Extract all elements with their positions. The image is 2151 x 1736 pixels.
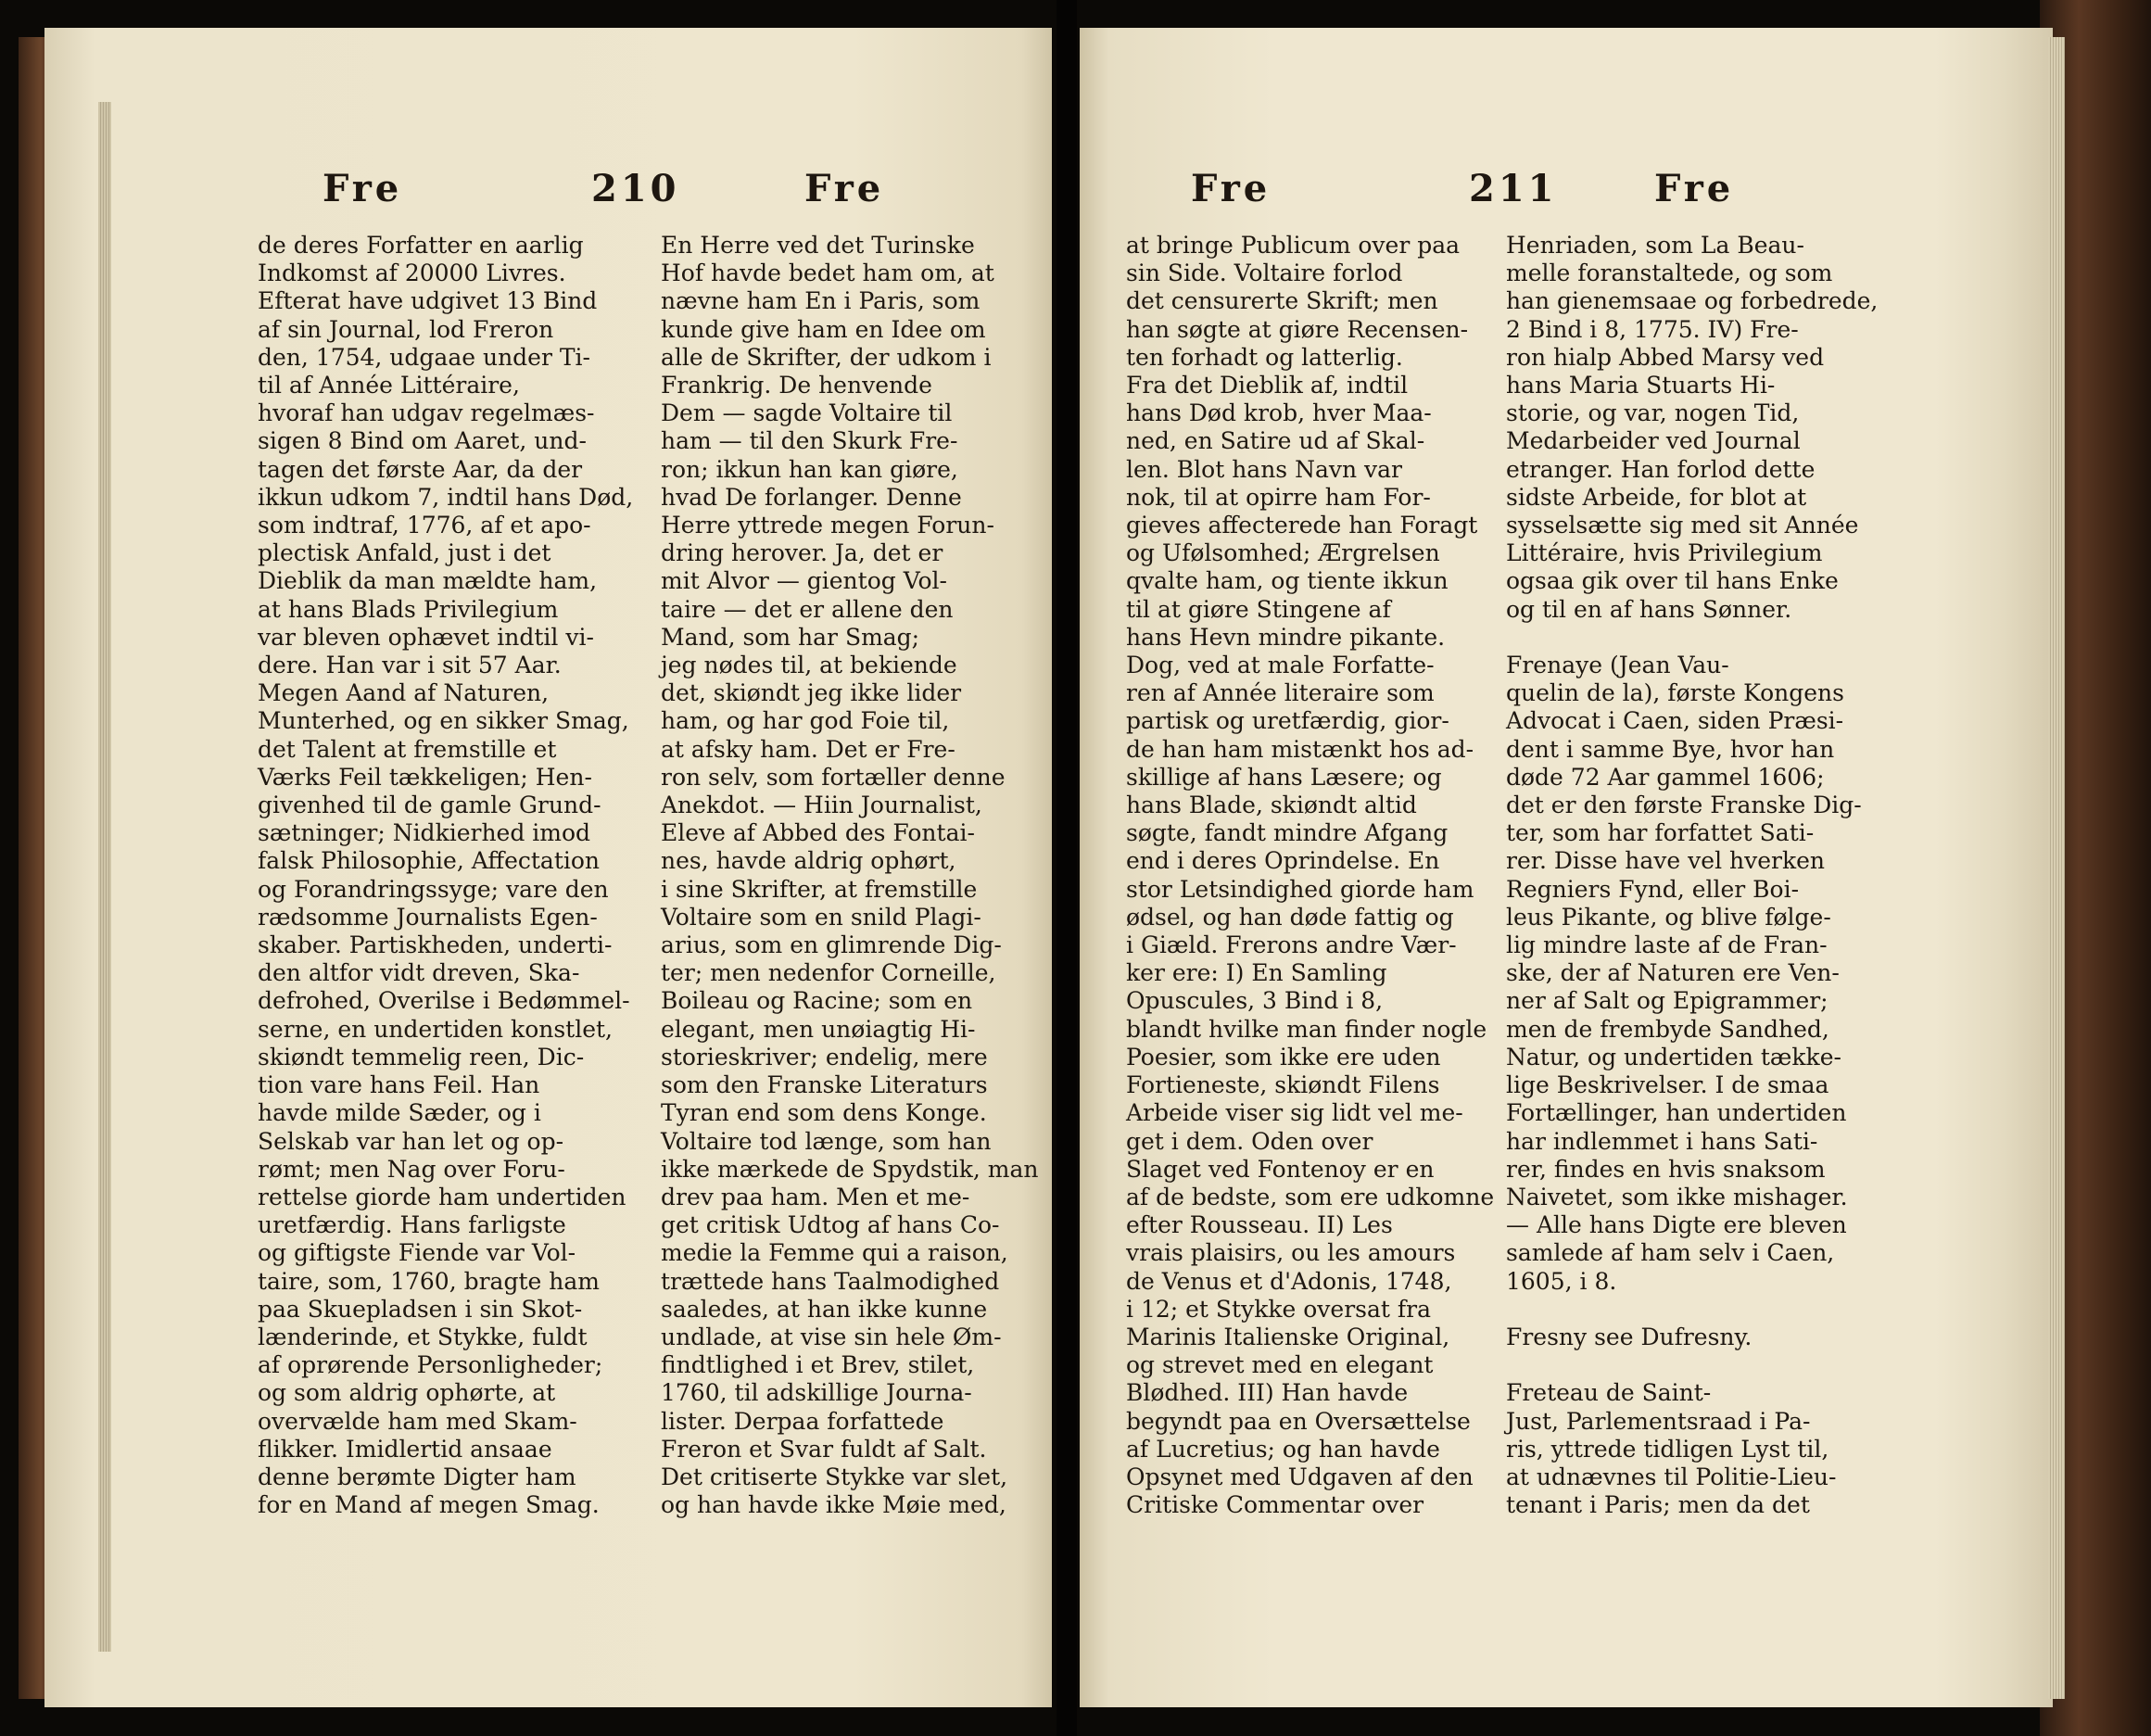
text-line: Efterat have udgivet 13 Bind [258, 287, 598, 315]
text-line: ikkun udkom 7, indtil hans Død, [258, 483, 634, 511]
text-line: taire, som, 1760, bragte ham [258, 1267, 600, 1295]
text-line: etranger. Han forlod dette [1506, 455, 1816, 483]
text-line: i Giæld. Frerons andre Vær- [1126, 931, 1457, 959]
text-line: Marinis Italienske Original, [1126, 1323, 1450, 1350]
page-number: 210 [591, 167, 680, 210]
text-line: til at giøre Stingene af [1126, 595, 1391, 623]
text-line: af de bedste, som ere udkomne [1126, 1183, 1495, 1210]
text-line: den altfor vidt dreven, Ska- [258, 959, 580, 987]
text-line: skiøndt temmelig reen, Dic- [258, 1043, 585, 1071]
text-line: dere. Han var i sit 57 Aar. [258, 652, 562, 679]
text-line: 1605, i 8. [1506, 1267, 1617, 1295]
book-gutter [1057, 0, 1077, 1736]
text-line: vrais plaisirs, ou les amours [1126, 1239, 1456, 1267]
text-line: og til en af hans Sønner. [1506, 595, 1792, 623]
text-line: mit Alvor — gientog Vol- [661, 567, 947, 595]
text-line: at udnævnes til Politie-Lieu- [1506, 1463, 1837, 1490]
text-line: Frankrig. De henvende [661, 372, 932, 399]
text-line: taire — det er allene den [661, 595, 954, 623]
text-line: sidste Arbeide, for blot at [1506, 483, 1807, 511]
text-line: leus Pikante, og blive følge- [1506, 903, 1831, 931]
text-line: ron hialp Abbed Marsy ved [1506, 343, 1825, 371]
text-line: de Venus et d'Adonis, 1748, [1126, 1267, 1452, 1295]
text-line: de han ham mistænkt hos ad- [1126, 735, 1474, 763]
text-line: ham, og har god Foie til, [661, 707, 950, 735]
header-catchword-left: Fre [323, 167, 403, 210]
text-line: ned, en Satire ud af Skal- [1126, 427, 1425, 455]
text-line: han søgte at giøre Recensen- [1126, 315, 1469, 343]
text-line: og giftigste Fiende var Vol- [258, 1239, 576, 1267]
text-line: flikker. Imidlertid ansaae [258, 1435, 552, 1463]
text-line: sætninger; Nidkierhed imod [258, 819, 591, 847]
text-line: nok, til at opirre ham For- [1126, 483, 1431, 511]
text-line: nes, havde aldrig ophørt, [661, 847, 956, 875]
text-line: rømt; men Nag over Foru- [258, 1155, 565, 1183]
text-line: Voltaire tod længe, som han [661, 1127, 992, 1155]
text-line: rer, findes en hvis snaksom [1506, 1155, 1826, 1183]
text-line: han gienemsaae og forbedrede, [1506, 287, 1879, 315]
text-line: Fortieneste, skiøndt Filens [1126, 1071, 1440, 1099]
text-line: Værks Feil tækkeligen; Hen- [258, 763, 592, 791]
text-line: hans Maria Stuarts Hi- [1506, 372, 1776, 399]
page-edges-left [98, 102, 111, 1652]
text-line: Regniers Fynd, eller Boi- [1506, 875, 1800, 903]
page-number: 211 [1469, 167, 1558, 210]
text-line: skillige af hans Læsere; og [1126, 763, 1442, 791]
text-line: Eleve af Abbed des Fontai- [661, 819, 975, 847]
text-line: stor Letsindighed giorde ham [1126, 875, 1474, 903]
text-line: i sine Skrifter, at fremstille [661, 875, 978, 903]
text-line: søgte, fandt mindre Afgang [1126, 819, 1449, 847]
text-line: døde 72 Aar gammel 1606; [1506, 763, 1825, 791]
text-line: sysselsætte sig med sit Année [1506, 512, 1859, 539]
text-line: len. Blot hans Navn var [1126, 455, 1403, 483]
text-line: ham — til den Skurk Fre- [661, 427, 958, 455]
text-line: at bringe Publicum over paa [1126, 232, 1461, 259]
right-page [1080, 28, 2053, 1707]
text-line: hvoraf han udgav regelmæs- [258, 399, 595, 427]
text-line: serne, en undertiden konstlet, [258, 1015, 614, 1043]
text-line: findtlighed i et Brev, stilet, [661, 1351, 975, 1379]
text-line: at hans Blads Privilegium [258, 595, 559, 623]
text-line: Fortællinger, han undertiden [1506, 1099, 1847, 1127]
text-line: ødsel, og han døde fattig og [1126, 903, 1454, 931]
text-line: ikke mærkede de Spydstik, man [661, 1155, 1039, 1183]
text-line: lister. Derpaa forfattede [661, 1407, 944, 1435]
text-line: at afsky ham. Det er Fre- [661, 735, 955, 763]
text-line: ner af Salt og Epigrammer; [1506, 987, 1828, 1015]
text-line: En Herre ved det Turinske [661, 232, 975, 259]
text-line: givenhed til de gamle Grund- [258, 792, 601, 819]
text-line: det, skiøndt jeg ikke lider [661, 679, 962, 707]
text-line: storie, og var, nogen Tid, [1506, 399, 1800, 427]
text-line: ter; men nedenfor Corneille, [661, 959, 996, 987]
text-line: som indtraf, 1776, af et apo- [258, 512, 591, 539]
text-line: det Talent at fremstille et [258, 735, 557, 763]
text-line: og Ufølsomhed; Ærgrelsen [1126, 539, 1440, 567]
text-line: har indlemmet i hans Sati- [1506, 1127, 1818, 1155]
text-line: og strevet med en elegant [1126, 1351, 1434, 1379]
text-line: tagen det første Aar, da der [258, 455, 583, 483]
text-line: og Forandringssyge; vare den [258, 875, 609, 903]
text-line: ron selv, som fortæller denne [661, 763, 1006, 791]
text-line: Blødhed. III) Han havde [1126, 1379, 1409, 1407]
text-line: Indkomst af 20000 Livres. [258, 260, 566, 287]
text-line: rer. Disse have vel hverken [1506, 847, 1826, 875]
text-line: men de frembyde Sandhed, [1506, 1015, 1829, 1043]
text-line: Medarbeider ved Journal [1506, 427, 1801, 455]
text-line: Boileau og Racine; som en [661, 987, 973, 1015]
running-head-right [1080, 167, 2053, 222]
text-line: storieskriver; endelig, mere [661, 1043, 988, 1071]
text-line: Just, Parlementsraad i Pa- [1506, 1407, 1811, 1435]
text-line: saaledes, at han ikke kunne [661, 1295, 988, 1323]
text-line: denne berømte Digter ham [258, 1463, 576, 1490]
left-page [44, 28, 1052, 1707]
text-line: ogsaa gik over til hans Enke [1506, 567, 1839, 595]
text-line: ter, som har forfattet Sati- [1506, 819, 1815, 847]
text-line: i 12; et Stykke oversat fra [1126, 1295, 1432, 1323]
text-line: ske, der af Naturen ere Ven- [1506, 959, 1840, 987]
text-line: til af Année Littéraire, [258, 372, 520, 399]
text-line: Poesier, som ikke ere uden [1126, 1043, 1441, 1071]
text-line: dring herover. Ja, det er [661, 539, 943, 567]
text-line: Dog, ved at male Forfatte- [1126, 652, 1435, 679]
text-line: dent i samme Bye, hvor han [1506, 735, 1835, 763]
text-line: Det critiserte Stykke var slet, [661, 1463, 1008, 1490]
text-line: hans Blade, skiøndt altid [1126, 792, 1417, 819]
text-line: ris, yttrede tidligen Lyst til, [1506, 1435, 1829, 1463]
text-line: arius, som en glimrende Dig- [661, 931, 1002, 959]
text-line: sigen 8 Bind om Aaret, und- [258, 427, 587, 455]
text-line: uretfærdig. Hans farligste [258, 1211, 566, 1239]
text-line: sin Side. Voltaire forlod [1126, 260, 1403, 287]
text-line: jeg nødes til, at bekiende [661, 652, 957, 679]
header-catchword-right: Fre [1654, 167, 1735, 210]
text-line: Anekdot. — Hiin Journalist, [661, 792, 982, 819]
text-line: ron; ikkun han kan giøre, [661, 455, 958, 483]
text-line: det censurerte Skrift; men [1126, 287, 1438, 315]
text-line: det er den første Franske Dig- [1506, 792, 1862, 819]
text-line: Dem — sagde Voltaire til [661, 399, 953, 427]
text-line: trættede hans Taalmodighed [661, 1267, 1000, 1295]
text-line: efter Rousseau. II) Les [1126, 1211, 1393, 1239]
text-line: og han havde ikke Møie med, [661, 1491, 1006, 1519]
text-line: plectisk Anfald, just i det [258, 539, 551, 567]
text-line: paa Skuepladsen i sin Skot- [258, 1295, 583, 1323]
text-line: Voltaire som en snild Plagi- [661, 903, 981, 931]
text-line: Mand, som har Smag; [661, 623, 920, 651]
text-line: Opsynet med Udgaven af den [1126, 1463, 1474, 1490]
text-line: Fra det Dieblik af, indtil [1126, 372, 1409, 399]
text-line: Tyran end som dens Konge. [661, 1099, 987, 1127]
text-line: Frenaye (Jean Vau- [1506, 652, 1729, 679]
text-line: Selskab var han let og op- [258, 1127, 564, 1155]
text-line: den, 1754, udgaae under Ti- [258, 343, 590, 371]
text-line: havde milde Sæder, og i [258, 1099, 541, 1127]
text-line: ker ere: I) En Samling [1126, 959, 1387, 987]
text-line: Fresny see Dufresny. [1506, 1323, 1752, 1350]
text-line: af oprørende Personligheder; [258, 1351, 603, 1379]
text-line: samlede af ham selv i Caen, [1506, 1239, 1835, 1267]
text-line: rettelse giorde ham undertiden [258, 1183, 626, 1210]
text-line: af sin Journal, lod Freron [258, 315, 554, 343]
text-line: Critiske Commentar over [1126, 1491, 1424, 1519]
text-line: Munterhed, og en sikker Smag, [258, 707, 629, 735]
running-head-left [44, 167, 1052, 222]
text-line: Slaget ved Fontenoy er en [1126, 1155, 1435, 1183]
text-line: lige Beskrivelser. I de smaa [1506, 1071, 1829, 1099]
text-line: hans Hevn mindre pikante. [1126, 623, 1446, 651]
text-line: som den Franske Literaturs [661, 1071, 988, 1099]
text-line: melle foranstaltede, og som [1506, 260, 1833, 287]
text-line: overvælde ham med Skam- [258, 1407, 577, 1435]
text-column-2 [1506, 232, 1914, 1519]
text-line: Natur, og undertiden tække- [1506, 1043, 1841, 1071]
text-line: tion vare hans Feil. Han [258, 1071, 540, 1099]
page-edges-right [2048, 37, 2065, 1699]
text-line: nævne ham En i Paris, som [661, 287, 981, 315]
text-line: undlade, at vise sin hele Øm- [661, 1323, 1002, 1350]
text-line: alle de Skrifter, der udkom i [661, 343, 992, 371]
text-line: Herre yttrede megen Forun- [661, 512, 994, 539]
text-line [1506, 624, 1914, 652]
text-line: quelin de la), første Kongens [1506, 679, 1844, 707]
text-line: ren af Année literaire som [1126, 679, 1435, 707]
text-line: lænderinde, et Stykke, fuldt [258, 1323, 588, 1350]
text-line: — Alle hans Digte ere bleven [1506, 1211, 1847, 1239]
text-line: Freron et Svar fuldt af Salt. [661, 1435, 987, 1463]
text-column-1 [1126, 232, 1534, 1519]
text-line: ten forhadt og latterlig. [1126, 343, 1403, 371]
text-line: Naivetet, som ikke mishager. [1506, 1183, 1848, 1210]
text-line [1506, 1351, 1914, 1379]
text-line: defrohed, Overilse i Bedømmel- [258, 987, 630, 1015]
text-line: 2 Bind i 8, 1775. IV) Fre- [1506, 315, 1799, 343]
text-line: Megen Aand af Naturen, [258, 679, 550, 707]
text-column-1 [258, 232, 647, 1519]
text-line: medie la Femme qui a raison, [661, 1239, 1008, 1267]
text-line: qvalte ham, og tiente ikkun [1126, 567, 1449, 595]
text-line: get critisk Udtog af hans Co- [661, 1211, 1000, 1239]
text-line: end i deres Oprindelse. En [1126, 847, 1440, 875]
text-line: Freteau de Saint- [1506, 1379, 1712, 1407]
text-line: partisk og uretfærdig, gior- [1126, 707, 1449, 735]
header-catchword-right: Fre [804, 167, 885, 210]
text-column-2 [661, 232, 1050, 1519]
text-line: Littéraire, hvis Privilegium [1506, 539, 1823, 567]
text-line: 1760, til adskillige Journa- [661, 1379, 972, 1407]
text-line [1506, 1296, 1914, 1324]
text-line: og som aldrig ophørte, at [258, 1379, 556, 1407]
text-line: for en Mand af megen Smag. [258, 1491, 600, 1519]
text-line: skaber. Partiskheden, underti- [258, 931, 613, 959]
text-line: Dieblik da man mældte ham, [258, 567, 598, 595]
text-line: begyndt paa en Oversættelse [1126, 1407, 1471, 1435]
text-line: falsk Philosophie, Affectation [258, 847, 601, 875]
text-line: Hof havde bedet ham om, at [661, 260, 994, 287]
text-line: hvad De forlanger. Denne [661, 483, 962, 511]
text-line: Henriaden, som La Beau- [1506, 232, 1804, 259]
text-line: elegant, men unøiagtig Hi- [661, 1015, 976, 1043]
text-line: blandt hvilke man finder nogle [1126, 1015, 1487, 1043]
text-line: de deres Forfatter en aarlig [258, 232, 584, 259]
text-line: var bleven ophævet indtil vi- [258, 623, 594, 651]
text-line: Opuscules, 3 Bind i 8, [1126, 987, 1384, 1015]
text-line: Arbeide viser sig lidt vel me- [1126, 1099, 1463, 1127]
text-line: af Lucretius; og han havde [1126, 1435, 1440, 1463]
text-line: rædsomme Journalists Egen- [258, 903, 598, 931]
text-line: Advocat i Caen, siden Præsi- [1506, 707, 1844, 735]
text-line: lig mindre laste af de Fran- [1506, 931, 1828, 959]
text-line: tenant i Paris; men da det [1506, 1491, 1810, 1519]
text-line: get i dem. Oden over [1126, 1127, 1373, 1155]
text-line: hans Død krob, hver Maa- [1126, 399, 1432, 427]
text-line: gieves affecterede han Foragt [1126, 512, 1478, 539]
header-catchword-left: Fre [1191, 167, 1272, 210]
text-line: kunde give ham en Idee om [661, 315, 986, 343]
text-line: drev paa ham. Men et me- [661, 1183, 970, 1210]
